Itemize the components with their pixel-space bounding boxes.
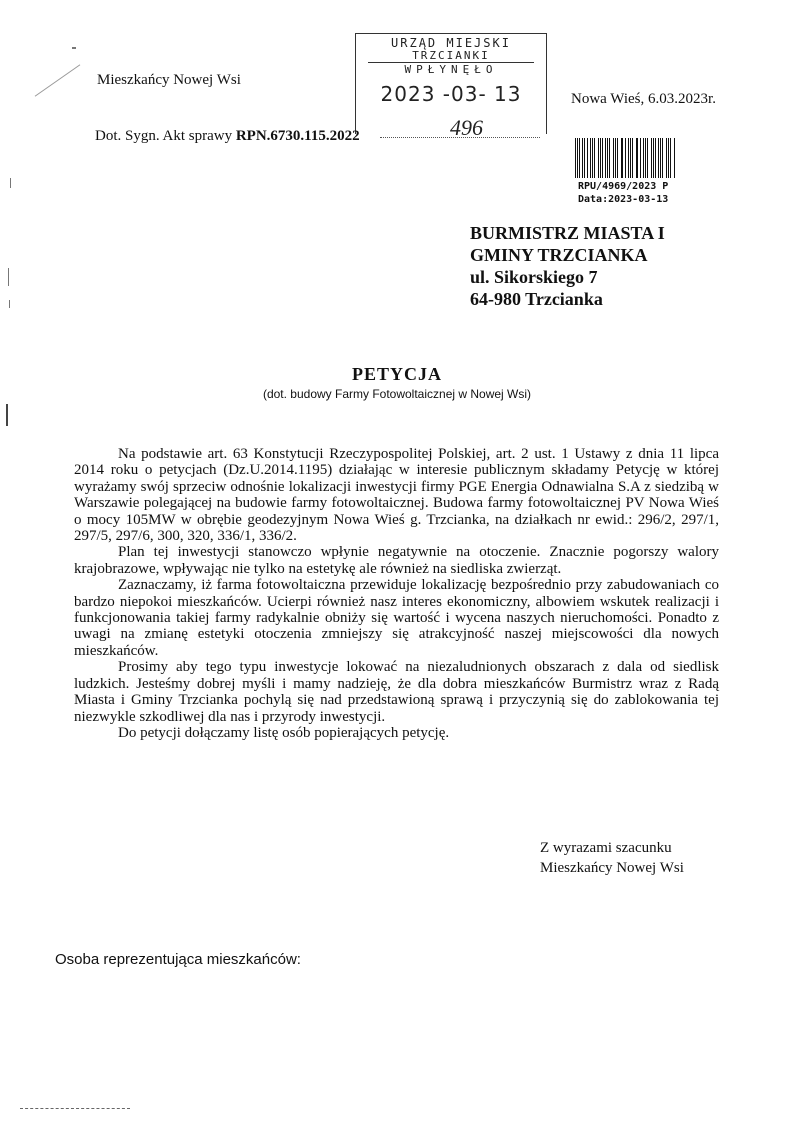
scan-mark — [6, 404, 8, 426]
registry-date: Data:2023-03-13 — [578, 194, 669, 205]
barcode-stripe — [640, 138, 641, 178]
closing-signature: Mieszkańcy Nowej Wsi — [540, 860, 684, 876]
barcode-stripe — [594, 138, 595, 178]
body-paragraph: Na podstawie art. 63 Konstytucji Rzeczypospolitej Polskiej, art. 2 ust. 1 Ustawy z dnia 11 lipca 2014 roku o petycjach (Dz.U.2014.1195) działając w interesie publicznym składamy Petycję w której wyrażamy swój sprzeciw odnośnie lokalizacji inwestycji firmy PGE Energia Odnawialna S.A z siedzibą w Warszawie polegającej na budowie farmy fotowoltaicznej. Budowa farmy fotowoltaicznej PV Nowa Wieś o mocy 105MW w obrębie geodezyjnym Nowa Wieś g. Trzcianka, na działkach nr ewid.: 296/2, 297/1, 297/5, 297/6, 300, 320, 336/1, 336/2. — [74, 446, 719, 545]
barcode-stripe — [651, 138, 652, 178]
stamp-date: 2023 -03- 13 — [380, 82, 522, 106]
document-title: PETYCJA — [351, 364, 442, 384]
body-paragraph: Zaznaczamy, iż farma fotowoltaiczna przewiduje lokalizację bezpośrednio przy zabudowaniach co bardzo niepokoi mieszkańców. Ucierpi również nasz interes ekonomiczny, albowiem wskutek realizacji i funkcjonowania takiej farmy radykalnie obniży się wartość i wycena naszych nieruchomości. Ponadto z uwagi na zmianę estetyki otoczenia zmniejszy się atrakcyjność naszej miejscowości dla nowych mieszkańców. — [74, 577, 719, 659]
addressee-line-2: GMINY TRZCIANKA — [470, 245, 648, 265]
body-paragraph: Do petycji dołączamy listę osób popierających petycję. — [118, 724, 450, 741]
stamp-office: URZĄD MIEJSKI — [391, 36, 511, 50]
case-reference — [95, 128, 360, 145]
case-reference-number: RPN.6730.115.2022 — [235, 128, 360, 144]
representative-label: Osoba reprezentująca mieszkańców: — [55, 951, 301, 968]
petition-body — [74, 446, 719, 741]
closing-block — [540, 838, 684, 878]
addressee-postcode: 64-980 Trzcianka — [470, 289, 603, 309]
place-date: Nowa Wieś, 6.03.2023r. — [571, 91, 716, 107]
scan-mark — [35, 64, 81, 96]
scan-mark — [8, 268, 9, 286]
scan-mark — [20, 1108, 130, 1109]
barcode-stripe — [622, 138, 623, 178]
closing-salutation: Z wyrazami szacunku — [540, 840, 672, 856]
barcode-stripe — [615, 138, 616, 178]
sender-line: Mieszkańcy Nowej Wsi — [97, 72, 241, 88]
barcode-stripe — [636, 138, 637, 178]
barcode-stripe — [666, 138, 667, 178]
scan-mark — [9, 300, 10, 308]
barcode-stripe — [605, 138, 606, 178]
case-reference-prefix: Dot. Sygn. Akt sprawy — [95, 128, 233, 144]
barcode-stripe — [587, 138, 588, 178]
addressee-line-1: BURMISTRZ MIASTA I — [470, 223, 665, 243]
stamp-town: TRZCIANKI — [412, 49, 490, 62]
body-paragraph: Prosimy aby tego typu inwestycje lokować na niezaludnionych obszarach z dala od siedlisk ludzkich. Jesteśmy dobrej myśli i mamy nadzieję, że dla dobra mieszkańców Burmistrz wraz z Radą Miasta i Gminy Trzcianka pochylą się nad przedstawioną sprawą i przyczynią się do zablokowania tej niezwykle szkodliwej dla nas i przyrody inwestycji. — [74, 659, 719, 725]
registry-label — [578, 180, 668, 206]
addressee-block — [470, 222, 665, 310]
stamp-received: WPŁYNĘŁO — [404, 63, 498, 76]
barcode-stripe — [598, 138, 599, 178]
barcode-stripe — [609, 138, 610, 178]
barcode-stripe — [575, 138, 576, 178]
registry-code: RPU/4969/2023 P — [578, 181, 669, 192]
barcode-stripe — [647, 138, 648, 178]
addressee-street: ul. Sikorskiego 7 — [470, 267, 598, 287]
document-subtitle: (dot. budowy Farmy Fotowoltaicznej w Nowej Wsi) — [262, 387, 532, 401]
scan-mark — [72, 47, 76, 49]
scan-mark — [10, 178, 11, 188]
barcode-stripe — [582, 138, 583, 178]
barcode-stripe — [628, 138, 629, 178]
registry-barcode — [575, 138, 675, 178]
barcode-stripe — [658, 138, 659, 178]
handwritten-number: 496 — [450, 115, 483, 140]
barcode-stripe — [670, 138, 671, 178]
body-paragraph: Plan tej inwestycji stanowczo wpłynie negatywnie na otoczenie. Znacznie pogorszy walory krajobrazowe, wpływając nie tylko na estetykę ale również na siedliska zwierząt. — [74, 544, 719, 577]
